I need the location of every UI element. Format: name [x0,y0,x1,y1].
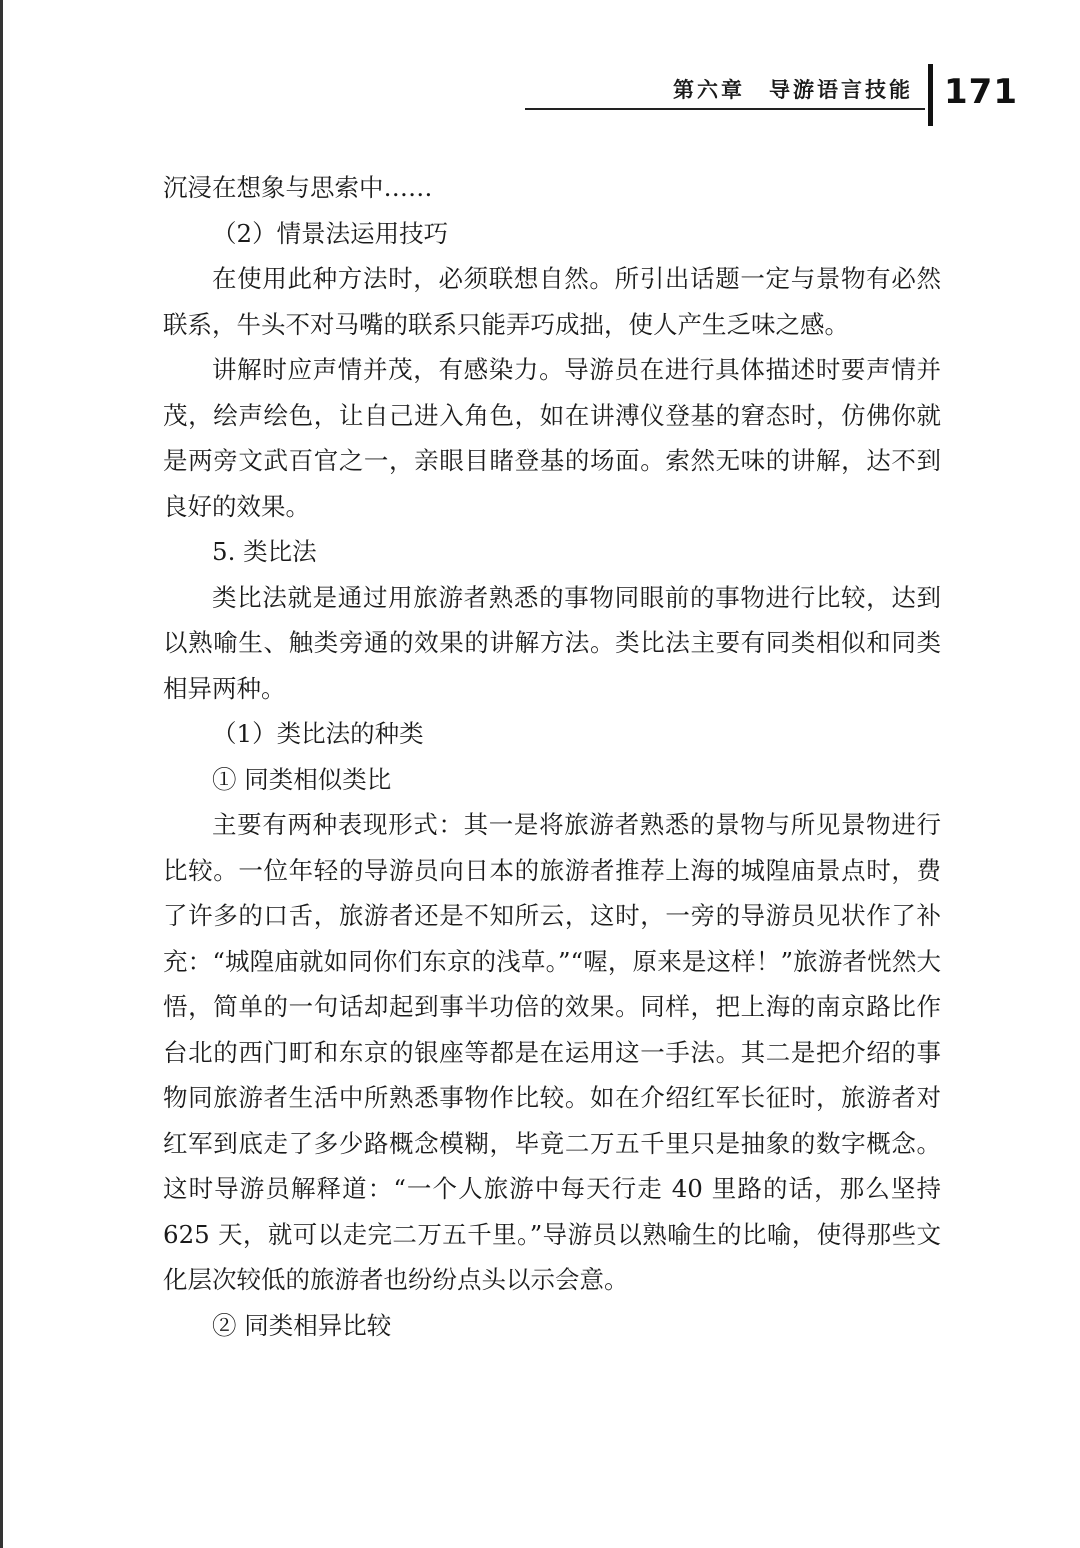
header-vertical-bar [928,64,933,126]
page-left-edge [0,0,3,1548]
subheading-different-comparison: ② 同类相异比较 [212,1310,392,1340]
heading-analogy-method: 5. 类比法 [212,537,317,566]
paragraph: 在使用此种方法时，必须联想自然。所引出话题一定与景物有必然联系，牛头不对马嘴的联系只能弄巧成拙，使人产生乏味之感。 [163,264,941,339]
subheading-scene-method-tips: （2）情景法运用技巧 [212,218,449,248]
header-rule [525,108,925,110]
subheading-analogy-types: （1）类比法的种类 [212,719,424,748]
paragraph: 类比法就是通过用旅游者熟悉的事物同眼前的事物进行比较，达到以熟喻生、触类旁通的效果的讲解方法。类比法主要有同类相似和同类相异两种。 [163,582,941,703]
paragraph: 讲解时应声情并茂，有感染力。导游员在进行具体描述时要声情并茂，绘声绘色，让自己进入角色，如在讲溥仪登基的窘态时，仿佛你就是两旁文武百官之一，亲眼目睹登基的场面。索然无味的讲解，达不到良好的效果。 [163,355,941,521]
body-text [163,165,941,1348]
chapter-title: 第六章 导游语言技能 [673,78,913,102]
page-number: 171 [944,72,1018,112]
running-header [525,70,925,110]
paragraph-continuation: 沉浸在想象与思索中…… [163,173,433,202]
paragraph: 主要有两种表现形式：其一是将旅游者熟悉的景物与所见景物进行比较。一位年轻的导游员向日本的旅游者推荐上海的城隍庙景点时，费了许多的口舌，旅游者还是不知所云，这时，一旁的导游员见状作了补充：“城隍庙就如同你们东京的浅草。”“喔，原来是这样！”旅游者恍然大悟，简单的一句话却起到事半功倍的效果。同样，把上海的南京路比作台北的西门町和东京的银座等都是在运用这一手法。其二是把介绍的事物同旅游者生活中所熟悉事物作比较。如在介绍红军长征时，旅游者对红军到底走了多少路概念模糊，毕竟二万五千里只是抽象的数字概念。这时导游员解释道：“一个人旅游中每天行走 40 里路的话，那么坚持 625 天，就可以走完二万五千里。”导游员以熟喻生的比喻，使得那些文化层次较低的旅游者也纷纷点头以示会意。 [163,810,941,1294]
subheading-similar-analogy: ① 同类相似类比 [212,764,392,794]
